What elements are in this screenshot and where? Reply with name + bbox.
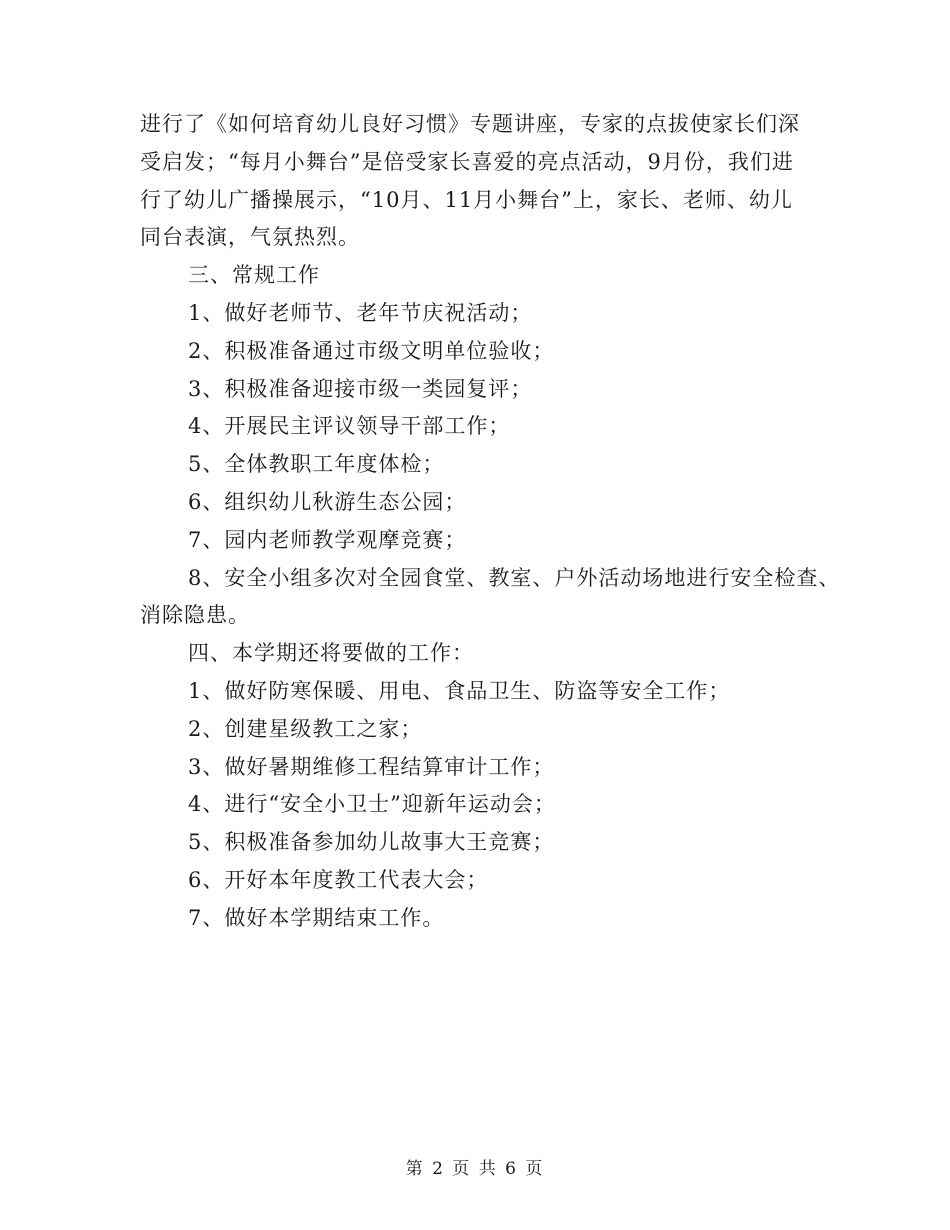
section-4-item-4: 4、进行“安全小卫士”迎新年运动会； [188,792,556,817]
page-number-footer: 第 2 页 共 6 页 [405,1159,545,1179]
section-3-item-8-line-2: 消除隐患。 [140,603,250,628]
section-3-item-7: 7、园内老师教学观摩竞赛； [188,527,467,552]
section-3-item-4: 4、开展民主评议领导干部工作； [188,414,511,439]
section-3-item-5: 5、全体教职工年度体检； [188,452,445,477]
section-3-heading: 三、常规工作 [188,263,320,288]
section-4-item-1: 1、做好防寒保暖、用电、食品卫生、防盗等安全工作； [188,678,731,703]
section-3-item-1: 1、做好老师节、老年节庆祝活动； [188,300,533,325]
section-4-item-3: 3、做好暑期维修工程结算审计工作； [188,754,555,779]
section-4-heading: 四、本学期还将要做的工作： [188,641,474,666]
section-3-item-8-line-1: 8、安全小组多次对全园食堂、教室、户外活动场地进行安全检查、 [188,565,841,590]
document-body [140,106,840,938]
intro-line-2: 受启发；“每月小舞台”是倍受家长喜爱的亮点活动，9月份，我们进 [140,149,794,174]
section-4-item-6: 6、开好本年度教工代表大会； [188,867,489,892]
intro-line-4: 同台表演，气氛热烈。 [140,225,360,250]
section-3-item-6: 6、组织幼儿秋游生态公园； [188,489,467,514]
section-3-item-3: 3、积极准备迎接市级一类园复评； [188,376,533,401]
intro-line-1: 进行了《如何培育幼儿良好习惯》专题讲座，专家的点拔使家长们深 [140,112,800,136]
intro-line-3: 行了幼儿广播操展示，“10月、11月小舞台”上，家长、老师、幼儿 [140,187,793,212]
section-3-item-2: 2、积极准备通过市级文明单位验收； [188,338,555,363]
section-4-item-2: 2、创建星级教工之家； [188,716,423,741]
section-4-item-5: 5、积极准备参加幼儿故事大王竞赛； [188,830,555,855]
section-4-item-7: 7、做好本学期结束工作。 [188,905,445,930]
